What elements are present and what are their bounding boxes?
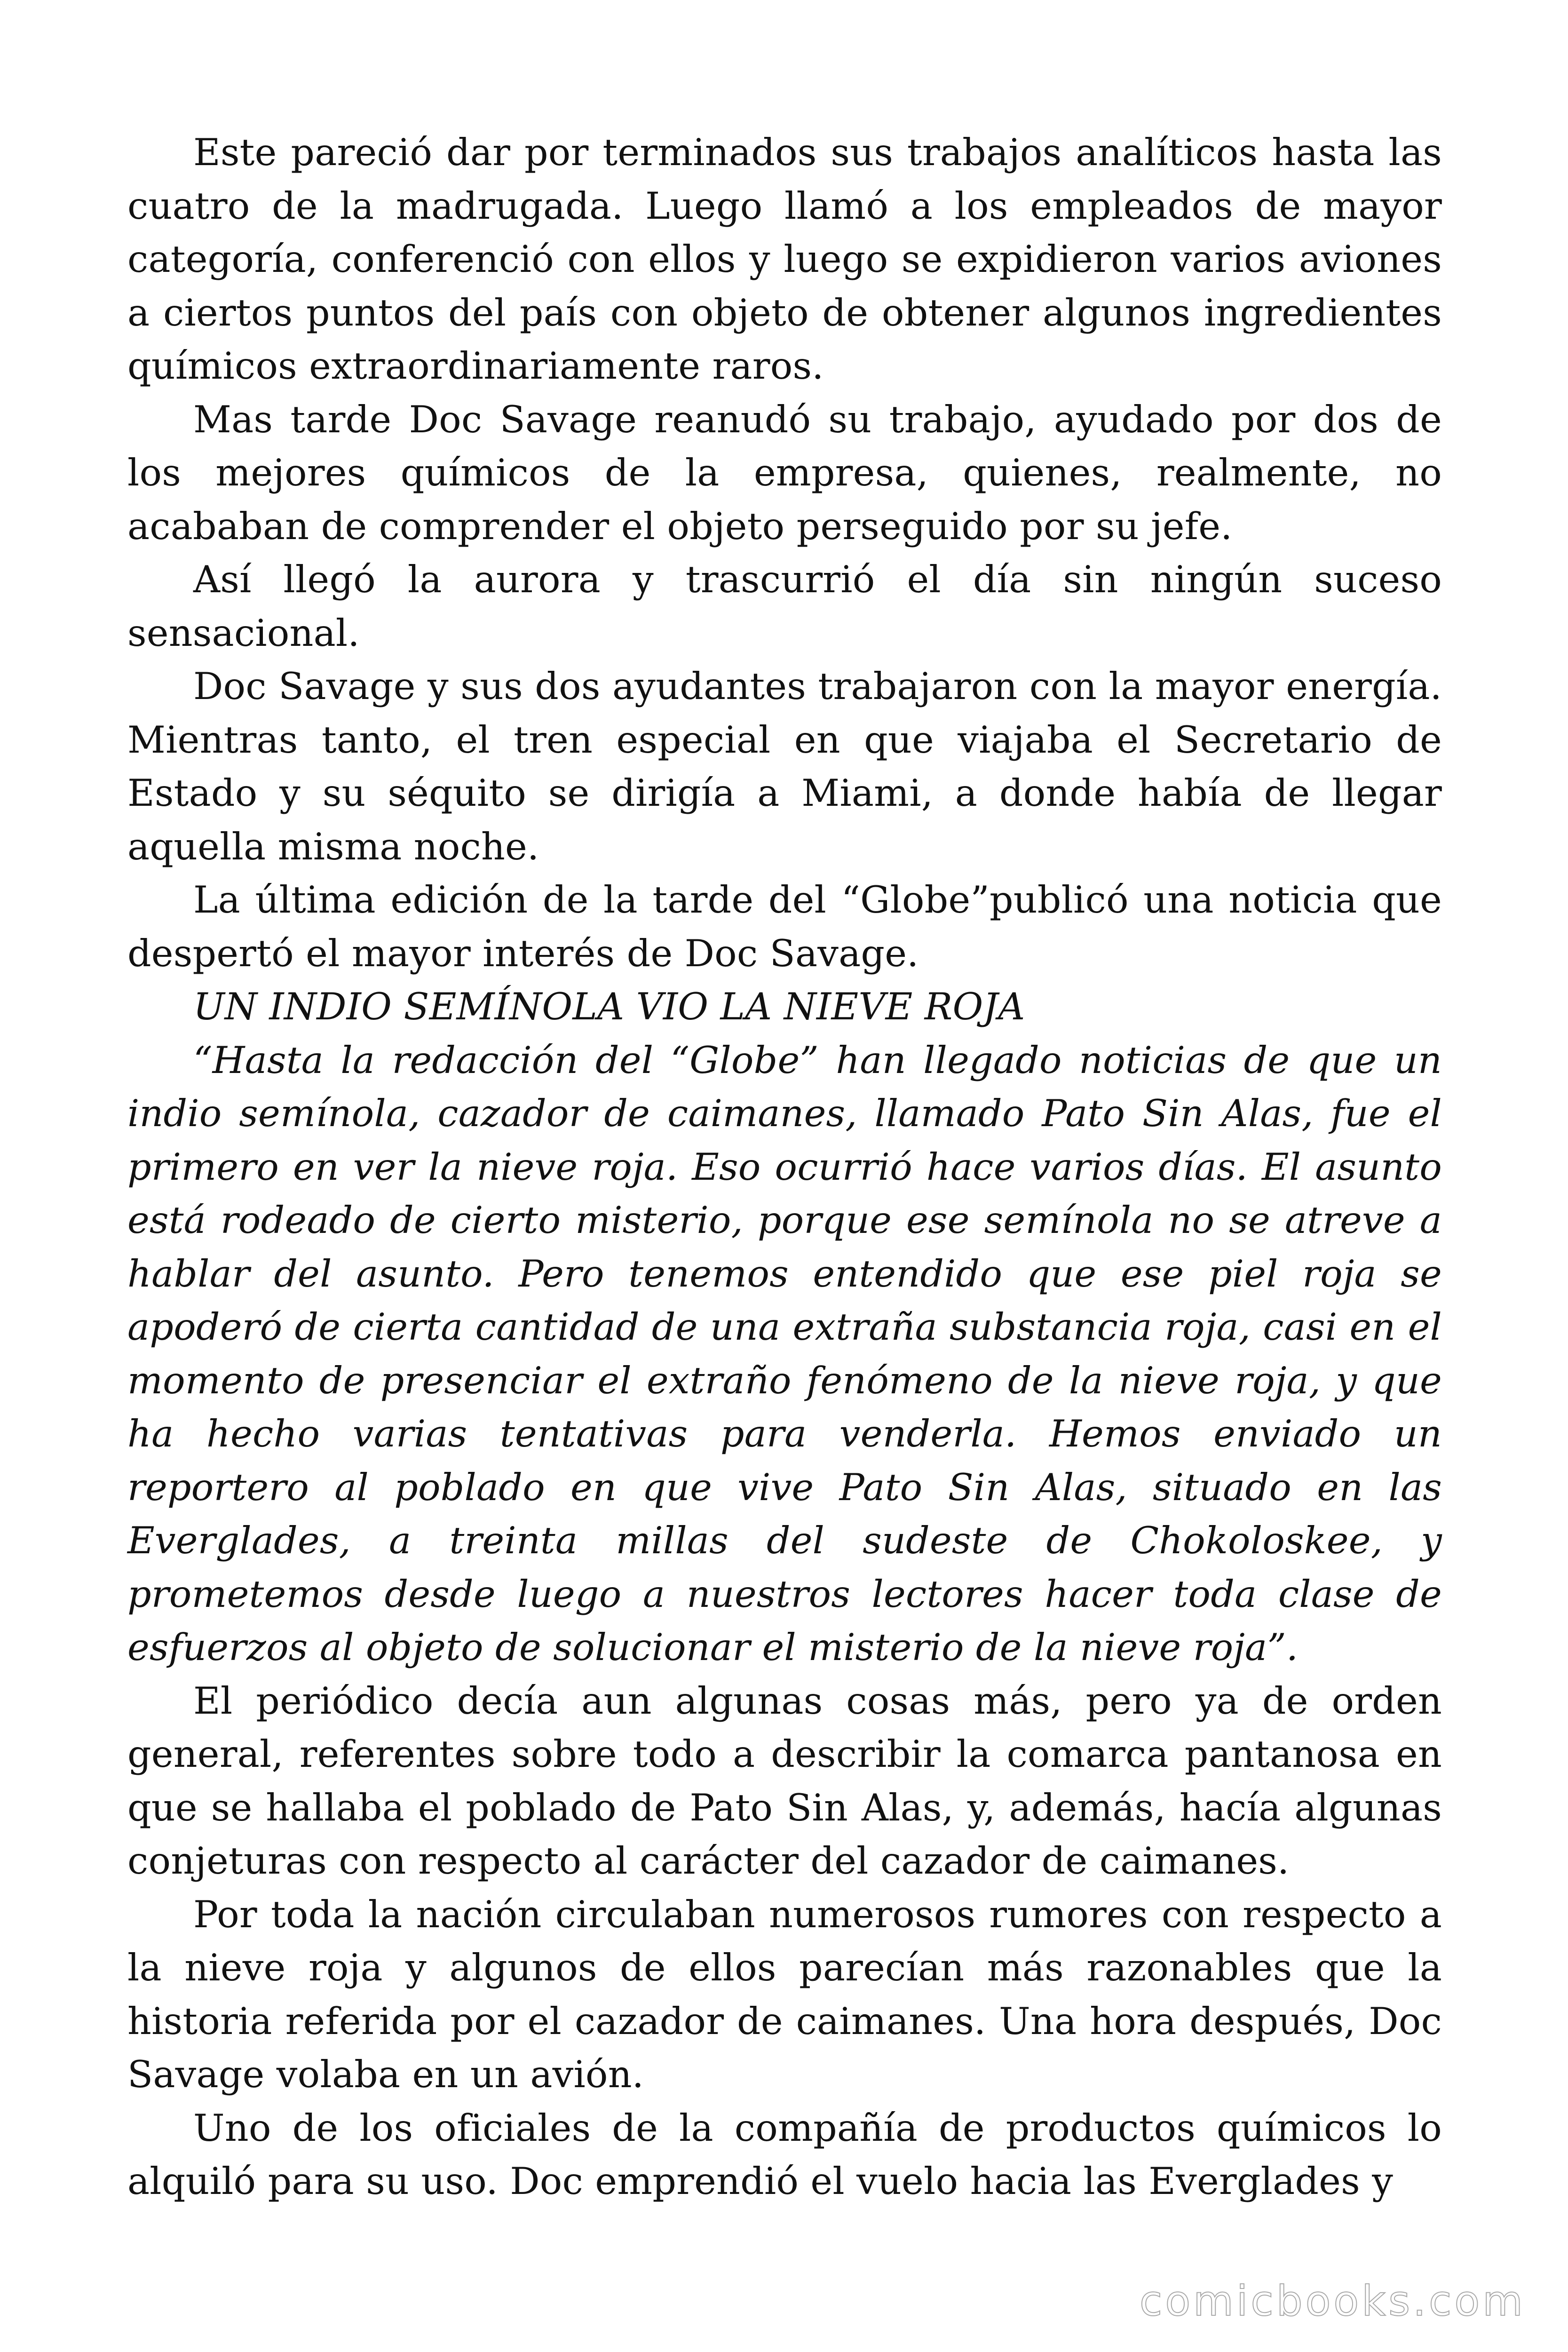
paragraph-2: Mas tarde Doc Savage reanudó su trabajo, ayudado por dos de los mejores químicos de la empresa, quienes, realmente, no acababan de comprender el objeto perseguido por su jefe. — [127, 397, 1442, 548]
newspaper-quote: “Hasta la redacción del “Globe” han llegado noticias de que un indio semínola, cazador de caimanes, llamado Pato Sin Alas, fue el primero en ver la nieve roja. Eso ocurrió hace varios días. El asunto está rodeado de cierto misterio, porque ese semínola no se atreve a hablar del asunto. Pero tenemos entendido que ese piel roja se apoderó de cierta cantidad de una extraña substancia roja, casi en el momento de presenciar el extraño fenómeno de la nieve roja, y que ha hecho varias tentativas para venderla. Hemos enviado un reportero al poblado en que vive Pato Sin Alas, situado en las Everglades, a treinta millas del sudeste de Chokoloskee, y prometemos desde luego a nuestros lectores hacer toda clase de esfuerzos al objeto de solucionar el misterio de la nieve roja”. — [127, 1038, 1442, 1669]
page-body — [127, 126, 1442, 2209]
paragraph-3: Así llegó la aurora y trascurrió el día sin ningún suceso sensacional. — [127, 558, 1442, 655]
paragraph-9: Por toda la nación circulaban numerosos rumores con respecto a la nieve roja y algunos de ellos parecían más razonables que la historia referida por el cazador de caimanes. Una hora después, Doc Savage volaba en un avión. — [127, 1892, 1442, 2096]
watermark-logo: comicbooks.com — [1139, 2277, 1526, 2325]
newspaper-headline: UN INDIO SEMÍNOLA VIO LA NIEVE ROJA — [193, 985, 1025, 1028]
paragraph-4: Doc Savage y sus dos ayudantes trabajaron con la mayor energía. Mientras tanto, el tren especial en que viajaba el Secretario de Estado y su séquito se dirigía a Miami, a donde había de llegar aquella misma noche. — [127, 665, 1442, 868]
paragraph-8: El periódico decía aun algunas cosas más, pero ya de orden general, referentes sobre todo a describir la comarca pantanosa en que se hallaba el poblado de Pato Sin Alas, y, además, hacía algunas conjeturas con respecto al carácter del cazador de caimanes. — [127, 1679, 1442, 1883]
paragraph-1: Este pareció dar por terminados sus trabajos analíticos hasta las cuatro de la madrugada. Luego llamó a los empleados de mayor categoría, conferenció con ellos y luego se expidieron varios aviones a ciertos puntos del país con objeto de obtener algunos ingredientes químicos extraordinariamente raros. — [127, 131, 1442, 388]
paragraph-5: La última edición de la tarde del “Globe”publicó una noticia que despertó el mayor interés de Doc Savage. — [127, 878, 1442, 975]
paragraph-10: Uno de los oficiales de la compañía de productos químicos lo alquiló para su uso. Doc emprendió el vuelo hacia las Everglades y — [127, 2106, 1442, 2203]
